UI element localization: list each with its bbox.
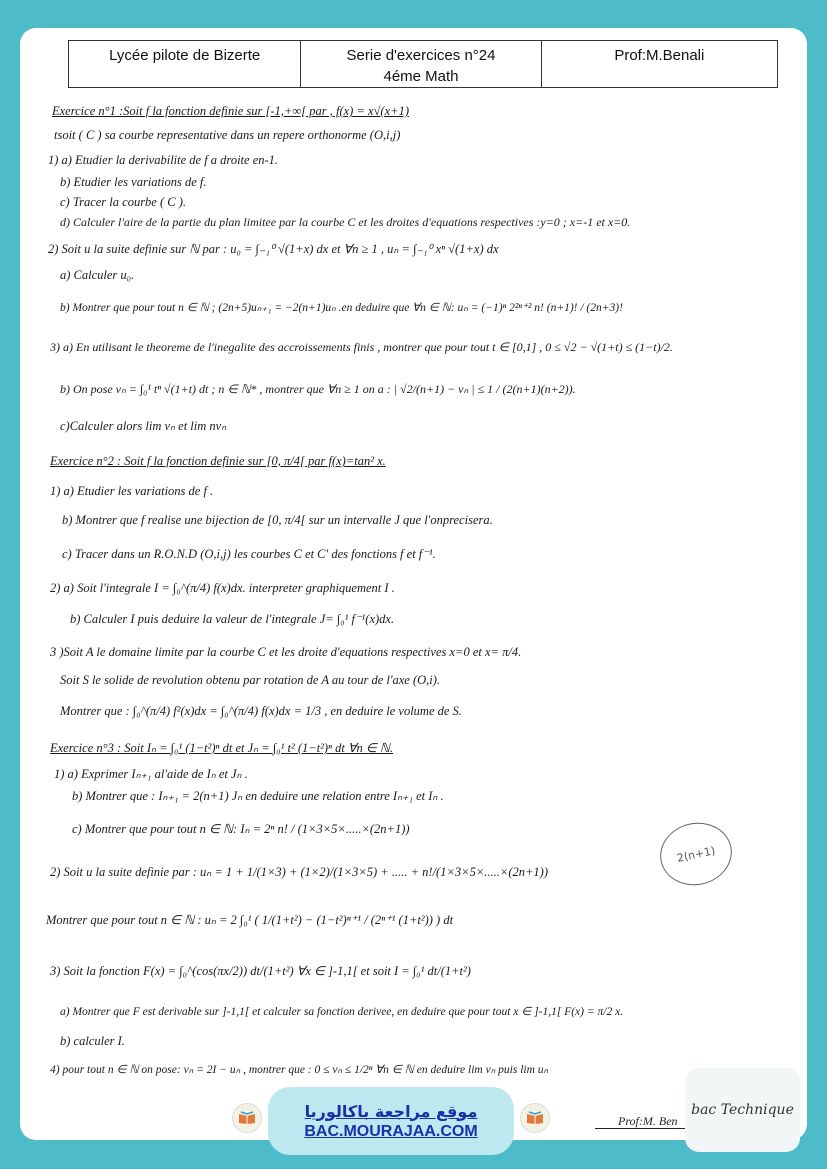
text-line: 1) a) Etudier la derivabilite de f a droite en-1. [48, 153, 279, 167]
text-line: b) calculer I. [60, 1034, 125, 1048]
text-line: b) Calculer I puis deduire la valeur de l'integrale J= ∫₀¹ f⁻¹(x)dx. [70, 612, 395, 626]
text-line: b) Montrer que pour tout n ∈ ℕ ; (2n+5)uₙ₊₁ = −2(n+1)uₙ .en deduire que ∀n ∈ ℕ: uₙ = (−1)ⁿ 2²ⁿ⁺² n! (n+1)! / (2n+3)! [60, 302, 623, 314]
teacher-cell [542, 41, 777, 87]
exercise-sheet [20, 28, 807, 1140]
text-line: b) Montrer que f realise une bijection de [0, π/4[ sur un intervalle J que l'onprecisera. [62, 513, 493, 527]
text-line: 3) a) En utilisant le theoreme de l'inegalite des accroissements finis , montrer que pour tout t ∈ [0,1] , 0 ≤ √2 − √(1+t) ≤ (1−t)/2. [50, 340, 673, 354]
exercise-1-title: Exercice n°1 :Soit f la fonction definie sur [-1,+∞[ par , f(x) = x√(x+1) [52, 104, 409, 118]
text-line: b) Etudier les variations de f. [60, 175, 207, 189]
text-line: tsoit ( C ) sa courbe representative dans un repere orthonorme (O,i,j) [54, 128, 401, 142]
text-line: 3 )Soit A le domaine limite par la courbe C et les droite d'equations respectives x=0 et x= π/4. [50, 645, 522, 659]
school-name: Lycée pilote de Bizerte [109, 47, 261, 64]
bac-technique-logo: bac Technique [685, 1068, 800, 1152]
text-line: 4) pour tout n ∈ ℕ on pose: vₙ = 2I − uₙ , montrer que : 0 ≤ vₙ ≤ 1/2ⁿ ∀n ∈ ℕ en deduire lim vₙ puis lim uₙ [50, 1064, 549, 1076]
school-cell [69, 41, 301, 87]
text-line: b) On pose vₙ = ∫₀¹ tⁿ √(1+t) dt ; n ∈ ℕ* , montrer que ∀n ≥ 1 on a : | √2/(n+1) − vₙ | ≤ 1 / (2(n+1)(n+2)). [60, 382, 576, 396]
handwritten-margin-note: 2(n+1) [654, 816, 737, 892]
text-line: 1) a) Exprimer Iₙ₊₁ al'aide de Iₙ et Jₙ . [54, 767, 248, 781]
teacher-name: Prof:M.Benali [614, 47, 705, 64]
text-line: 1) a) Etudier les variations de f . [50, 484, 214, 498]
text-line: 2) Soit u la suite definie par : uₙ = 1 + 1/(1×3) + (1×2)/(1×3×5) + ..... + n!/(1×3×5×.....×(2n+1)) [50, 865, 549, 879]
banner-url-link[interactable]: BAC.MOURAJAA.COM [304, 1122, 478, 1140]
text-line: d) Calculer l'aire de la partie du plan limitee par la courbe C et les droites d'equations respectives :y=0 ; x=-1 et x=0. [60, 215, 631, 229]
level-label: 4éme Math [383, 68, 459, 85]
text-line: a) Calculer u₀. [60, 268, 135, 282]
series-title: Serie d'exercices n°24 [346, 47, 496, 64]
text-line: a) Montrer que F est derivable sur ]-1,1[ et calculer sa fonction derivee, en deduire que pour tout x ∈ ]-1,1[ F(x) = π/2 x. [60, 1006, 624, 1018]
right-book-logo-icon [520, 1103, 550, 1133]
signature: Prof:M. Ben [618, 1114, 678, 1128]
text-line: c) Montrer que pour tout n ∈ ℕ: Iₙ = 2ⁿ n! / (1×3×5×.....×(2n+1)) [72, 822, 410, 836]
site-banner[interactable] [268, 1087, 514, 1155]
exercise-2-title: Exercice n°2 : Soit f la fonction definie sur [0, π/4[ par f(x)=tan² x. [50, 454, 386, 468]
text-line: Montrer que : ∫₀^(π/4) f²(x)dx = ∫₀^(π/4) f(x)dx = 1/3 , en deduire le volume de S. [60, 704, 462, 718]
signature-line [595, 1128, 695, 1129]
text-line: 3) Soit la fonction F(x) = ∫₀^(cos(πx/2)) dt/(1+t²) ∀x ∈ ]-1,1[ et soit I = ∫₀¹ dt/(1+t²) [50, 964, 471, 978]
text-line: Montrer que pour tout n ∈ ℕ : uₙ = 2 ∫₀¹ ( 1/(1+t²) − (1−t²)ⁿ⁺¹ / (2ⁿ⁺¹ (1+t²)) ) dt [46, 913, 454, 927]
text-line: 2) Soit u la suite definie sur ℕ par : u₀ = ∫₋₁⁰ √(1+x) dx et ∀n ≥ 1 , uₙ = ∫₋₁⁰ xⁿ √(1+x) dx [48, 242, 499, 256]
text-line: c)Calculer alors lim vₙ et lim nvₙ [60, 419, 227, 433]
left-book-logo-icon [232, 1103, 262, 1133]
text-line: Soit S le solide de revolution obtenu par rotation de A au tour de l'axe (O,i). [60, 673, 441, 687]
exercise-3-title: Exercice n°3 : Soit Iₙ = ∫₀¹ (1−t²)ⁿ dt et Jₙ = ∫₀¹ t² (1−t²)ⁿ dt ∀n ∈ ℕ. [50, 741, 394, 755]
header-table [68, 40, 778, 88]
banner-arabic-text[interactable]: موقع مراجعة باكالوريا [304, 1101, 478, 1121]
series-cell [301, 41, 541, 87]
text-line: c) Tracer la courbe ( C ). [60, 195, 187, 209]
text-line: 2) a) Soit l'integrale I = ∫₀^(π/4) f(x)dx. interpreter graphiquement I . [50, 581, 395, 595]
text-line: c) Tracer dans un R.O.N.D (O,i,j) les courbes C et C' des fonctions f et f⁻¹. [62, 547, 436, 561]
text-line: b) Montrer que : Iₙ₊₁ = 2(n+1) Jₙ en deduire une relation entre Iₙ₊₁ et Iₙ . [72, 789, 444, 803]
